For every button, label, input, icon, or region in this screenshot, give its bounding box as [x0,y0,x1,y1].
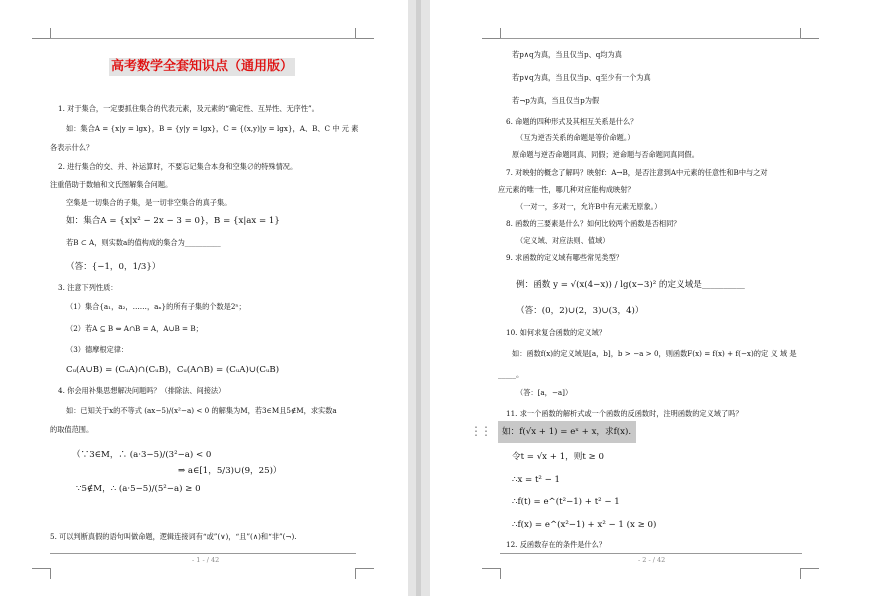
document-page-1 [0,0,408,596]
header-rule [50,38,356,39]
text-line: （答：[a，−a]） [516,388,573,397]
text-line: 令t = √x + 1，则t ≥ 0 [512,452,604,462]
crop-mark [355,568,374,579]
text-line: _____。 [498,370,524,379]
crop-mark [800,568,819,579]
text-line: 原命题与逆否命题同真、同假；逆命题与否命题同真同假。 [512,150,699,159]
text-line: 1. 对于集合，一定要抓住集合的代表元素，及元素的“确定性、互异性、无序性”。 [58,104,319,113]
text-line: ⇒ a∈[1，5/3)∪(9，25)） [178,466,282,476]
page-number: - 1 - / 42 [192,556,220,564]
text-line: 8. 函数的三要素是什么？如何比较两个函数是否相同？ [506,219,681,228]
text-line: 如：集合A = {x|y = lgx}，B = {y|y = lgx}，C = {(x,y)|y = lgx}，A、B、C 中 元 素 [66,124,359,133]
page-title: 高考数学全套知识点（通用版） [110,59,293,74]
text-line: 3. 注意下列性质： [58,283,118,292]
text-line: 4. 你会用补集思想解决问题吗？（排除法、间接法） [58,386,226,395]
crop-mark [482,568,501,579]
text-line: 5. 可以判断真假的语句叫做命题，逻辑连接词有“或”(∨)，“且”(∧)和“非”(¬). [50,532,297,541]
crop-mark [800,28,819,39]
scrollbar-track[interactable] [416,0,421,596]
text-line: （1）集合{a₁，a₂，……，aₙ}的所有子集的个数是2ⁿ； [66,302,246,311]
text-line: 空集是一切集合的子集，是一切非空集合的真子集。 [66,198,232,207]
text-line: 应元素的唯一性，哪几种对应能构成映射？ [498,185,635,194]
selected-text-line[interactable]: 如：f(√x + 1) = eˣ + x，求f(x). [502,427,632,437]
text-line: ∵5∉M，∴ (a·5−5)/(5²−a) ≥ 0 [76,484,201,494]
text-line: 若p∧q为真，当且仅当p、q均为真 [512,50,622,59]
document-page-2 [430,0,873,596]
text-line: 如：集合A = {x|x² − 2x − 3 = 0}，B = {x|ax = 1} [66,216,280,226]
text-line: （∵3∈M，∴ (a·3−5)/(3²−a) < 0 [72,450,212,460]
crop-mark [355,28,374,39]
text-line: 10. 如何求复合函数的定义域？ [506,328,606,337]
text-line: 11. 求一个函数的解析式或一个函数的反函数时，注明函数的定义域了吗？ [506,409,743,418]
crop-mark [32,568,51,579]
text-line: 例：函数 y = √(x(4−x)) / lg(x−3)² 的定义域是__________ [516,280,745,290]
text-line: 如：函数f(x)的定义域是[a，b]，b > −a > 0，则函数F(x) = f(x) + f(−x)的定 义 域 是 [512,349,797,358]
text-line: 若B ⊂ A，则实数a的值构成的集合为__________ [66,238,221,247]
text-line: （答：(0，2)∪(2，3)∪(3，4)） [516,306,644,316]
text-line: （2）若A ⊆ B ⇔ A∩B = A，A∪B = B； [66,324,203,333]
crop-mark [32,28,51,39]
text-line: （3）德摩根定律： [66,345,129,354]
text-line: ∴f(x) = e^(x²−1) + x² − 1 (x ≥ 0) [512,520,657,530]
text-line: 2. 进行集合的交、并、补运算时，不要忘记集合本身和空集∅的特殊情况。 [58,162,298,171]
text-line: ∴x = t² − 1 [512,475,561,485]
text-line: 12. 反函数存在的条件是什么？ [506,540,606,549]
text-line: （一对一，多对一，允许B中有元素无原象。） [516,202,662,211]
crop-mark [482,28,501,39]
text-line: 9. 求函数的定义域有哪些常见类型？ [506,253,623,262]
drag-handle-icon[interactable]: ⋮⋮ [470,424,490,438]
text-line: 6. 命题的四种形式及其相互关系是什么？ [506,117,638,126]
text-line: 注重借助于数轴和文氏图解集合问题。 [50,180,173,189]
text-line: Cᵤ(A∪B) = (CᵤA)∩(CᵤB)，Cᵤ(A∩B) = (CᵤA)∪(CᵤB) [66,365,280,375]
text-line: 7. 对映射的概念了解吗？映射f：A→B，是否注意到A中元素的任意性和B中与之对 [506,168,768,177]
page-number: - 2 - / 42 [638,556,666,564]
footer-rule [500,553,802,554]
text-line: 各表示什么？ [50,143,94,152]
text-line: 若¬p为真，当且仅当p为假 [512,96,600,105]
text-line: （答：{−1，0，1/3}） [66,262,161,272]
text-line: 若p∨q为真，当且仅当p、q至少有一个为真 [512,73,651,82]
text-line: （定义域、对应法则、值域） [516,236,610,245]
header-rule [500,38,802,39]
text-line: 的取值范围。 [50,425,94,434]
page-gap-scrollbar[interactable] [408,0,430,596]
text-line: 如：已知关于x的不等式 (ax−5)/(x²−a) < 0 的解集为M，若3∈M且5∉M，求实数a [66,406,337,415]
text-line: ∴f(t) = e^(t²−1) + t² − 1 [512,497,620,507]
text-line: （互为逆否关系的命题是等价命题。） [516,133,635,142]
footer-rule [50,553,356,554]
